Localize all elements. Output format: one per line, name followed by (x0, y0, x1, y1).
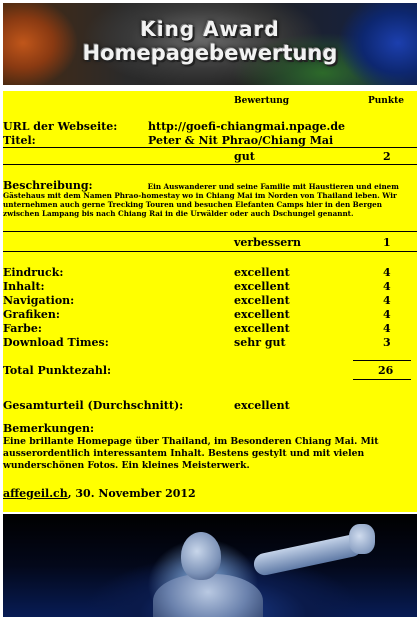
criterion-rating: excellent (234, 322, 290, 335)
total-label: Total Punktezahl: (3, 364, 112, 377)
criterion-points: 4 (383, 266, 391, 279)
description-block (3, 181, 415, 218)
title-points: 2 (383, 150, 391, 163)
criterion-label: Navigation: (3, 294, 75, 307)
signature-date: , 30. November 2012 (67, 487, 196, 500)
title-rating: gut (234, 150, 255, 163)
criterion-points: 4 (383, 322, 391, 335)
divider (3, 147, 417, 148)
overall-label: Gesamturteil (Durchschnitt): (3, 399, 184, 412)
description-label: Beschreibung: (3, 179, 93, 192)
url-label: URL der Webseite: (3, 120, 118, 133)
figure-body (153, 574, 263, 617)
criterion-label: Eindruck: (3, 266, 64, 279)
title-value: Peter & Nit Phrao/Chiang Mai (148, 134, 334, 147)
column-header-points: Punkte (368, 96, 404, 106)
column-header-rating: Bewertung (234, 96, 290, 106)
description-points: 1 (383, 236, 391, 249)
title-label: Titel: (3, 134, 36, 147)
remarks-text: Eine brillante Homepage über Thailand, im Besonderen Chiang Mai. Mit ausserordentlich interessantem Inhalt. Bestens gestylt und mit vielen wunderschönen Fotos. Ein kleines Meisterwerk. (3, 436, 379, 471)
evaluation-sheet (3, 91, 417, 512)
description-rating: verbessern (234, 236, 302, 249)
criterion-label: Farbe: (3, 322, 42, 335)
criterion-rating: sehr gut (234, 336, 286, 349)
header-banner (3, 3, 417, 85)
figure-head (181, 532, 221, 580)
description-text: Ein Auswanderer und seine Familie mit Haustieren und einem Gästehaus mit dem Namen Phrao-homestay wo in Chiang Mai im Norden von Thailand leben. Wir unternehmen auch gerne Trecking Touren und besuchen Elefanten Camps hier in den Bergen zwischen Lampang bis nach Chiang Rai in die Urwälder oder auch Dschungel genannt. (3, 182, 399, 218)
figure-arm (252, 533, 364, 577)
banner-title-line1: King Award (140, 17, 280, 41)
criterion-points: 3 (383, 336, 391, 349)
signature-line (3, 487, 196, 500)
criterion-rating: excellent (234, 280, 290, 293)
criterion-rating: excellent (234, 294, 290, 307)
divider (3, 251, 417, 252)
total-divider (353, 379, 411, 380)
divider (3, 231, 417, 232)
criterion-label: Grafiken: (3, 308, 60, 321)
figure-hand (349, 524, 375, 554)
criterion-points: 4 (383, 308, 391, 321)
criterion-rating: excellent (234, 308, 290, 321)
criterion-label: Download Times: (3, 336, 109, 349)
total-points: 26 (378, 364, 394, 377)
site-link[interactable]: affegeil.ch (3, 487, 68, 500)
divider (3, 164, 417, 165)
criterion-rating: excellent (234, 266, 290, 279)
overall-rating: excellent (234, 399, 290, 412)
criterion-points: 4 (383, 280, 391, 293)
banner-title-line2: Homepagebewertung (82, 41, 338, 65)
criterion-points: 4 (383, 294, 391, 307)
footer-image (3, 514, 417, 617)
url-value: http://goefi-chiangmai.npage.de (148, 120, 346, 133)
total-divider (353, 360, 411, 361)
criterion-label: Inhalt: (3, 280, 45, 293)
remarks-label: Bemerkungen: (3, 422, 95, 435)
